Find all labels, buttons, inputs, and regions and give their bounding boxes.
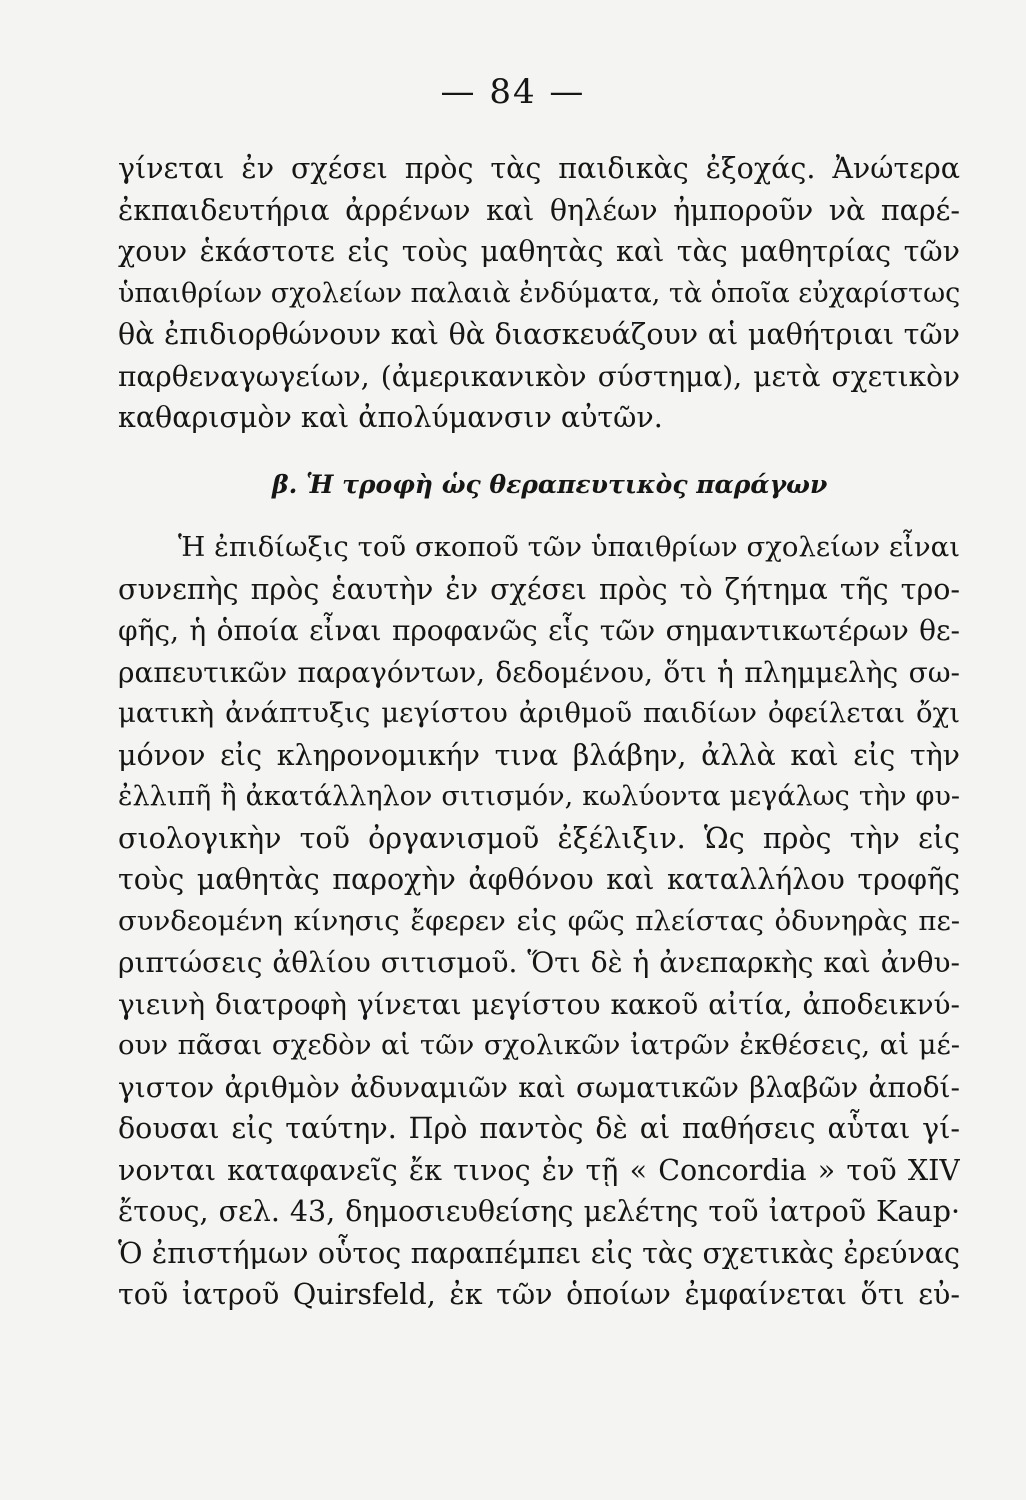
text-line: ὑπαιθρίων σχολείων παλαιὰ ἐνδύματα, τὰ ὁποῖα εὐχαρίστως bbox=[118, 277, 960, 309]
text-line: χουν ἑκάστοτε εἰς τοὺς μαθητὰς καὶ τὰς μαθητρίας τῶν bbox=[118, 235, 960, 268]
text-line: παρθεναγωγείων, (ἀμερικανικὸν σύστημα), μετὰ σχετικὸν bbox=[118, 359, 960, 393]
text-line: σιολογικὴν τοῦ ὀργανισμοῦ ἐξέλιξιν. Ὡς πρὸς τὴν εἰς bbox=[118, 821, 960, 855]
text-line: Ὁ ἐπιστήμων οὗτος παραπέμπει εἰς τὰς σχετικὰς ἐρεύνας bbox=[118, 1236, 960, 1270]
paragraph-1 bbox=[118, 148, 960, 439]
text-line: γιεινὴ διατροφὴ γίνεται μεγίστου κακοῦ αἰτία, ἀποδεικνύ- bbox=[118, 987, 960, 1021]
text-line: φῆς, ἡ ὁποία εἶναι προφανῶς εἷς τῶν σημαντικωτέρων θε- bbox=[118, 614, 960, 647]
text-line: Ἡ ἐπιδίωξις τοῦ σκοποῦ τῶν ὑπαιθρίων σχολείων εἶναι bbox=[178, 531, 960, 563]
text-line: καθαρισμὸν καὶ ἀπολύμανσιν αὐτῶν. bbox=[118, 401, 663, 434]
text-line: ραπευτικῶν παραγόντων, δεδομένου, ὅτι ἡ πλημμελὴς σω- bbox=[118, 655, 960, 689]
text-line: νονται καταφανεῖς ἔκ τινος ἐν τῇ « Concordia » τοῦ XIV bbox=[118, 1153, 960, 1187]
text-line: ριπτώσεις ἀθλίου σιτισμοῦ. Ὅτι δὲ ἡ ἀνεπαρκὴς καὶ ἀνθυ- bbox=[118, 946, 960, 979]
text-line: μόνον εἰς κληρονομικήν τινα βλάβην, ἀλλὰ καὶ εἰς τὴν bbox=[118, 738, 960, 772]
text-line: ουν πᾶσαι σχεδὸν αἱ τῶν σχολικῶν ἰατρῶν ἐκθέσεις, αἱ μέ- bbox=[118, 1029, 960, 1061]
text-line: συνεπὴς πρὸς ἑαυτὴν ἐν σχέσει πρὸς τὸ ζήτημα τῆς τρο- bbox=[118, 572, 960, 606]
text-line: θὰ ἐπιδιορθώνουν καὶ θὰ διασκευάζουν αἱ μαθήτριαι τῶν bbox=[118, 318, 960, 351]
text-line: ἐκπαιδευτήρια ἀρρένων καὶ θηλέων ἠμποροῦν νὰ παρέ- bbox=[118, 193, 960, 227]
text-line: δουσαι εἰς ταύτην. Πρὸ παντὸς δὲ αἱ παθήσεις αὗται γί- bbox=[118, 1112, 960, 1145]
text-line: γιστον ἀριθμὸν ἀδυναμιῶν καὶ σωματικῶν βλαβῶν ἀποδί- bbox=[118, 1070, 960, 1104]
text-line: τοὺς μαθητὰς παροχὴν ἀφθόνου καὶ καταλλήλου τροφῆς bbox=[118, 863, 960, 896]
text-line: ἐλλιπῆ ἢ ἀκατάλληλον σιτισμόν, κωλύοντα μεγάλως τὴν φυ- bbox=[118, 781, 960, 812]
text-line: γίνεται ἐν σχέσει πρὸς τὰς παιδικὰς ἐξοχάς. Ἀνώτερα bbox=[118, 152, 960, 185]
text-line: συνδεομένη κίνησις ἔφερεν εἰς φῶς πλείστας ὀδυνηρὰς πε- bbox=[118, 904, 960, 937]
text-line: ἔτους, σελ. 43, δημοσιευθείσης μελέτης τοῦ ἰατροῦ Kaup· bbox=[118, 1195, 960, 1228]
paragraph-2 bbox=[118, 527, 960, 1316]
page-number: — 84 — bbox=[440, 72, 586, 112]
text-line: τοῦ ἰατροῦ Quirsfeld, ἐκ τῶν ὁποίων ἐμφαίνεται ὅτι εὐ- bbox=[118, 1278, 960, 1311]
text-line: ματικὴ ἀνάπτυξις μεγίστου ἀριθμοῦ παιδίων ὀφείλεται ὄχι bbox=[118, 697, 960, 729]
section-heading: β. Ἡ τροφὴ ὡς θεραπευτικὸς παράγων bbox=[272, 470, 828, 499]
